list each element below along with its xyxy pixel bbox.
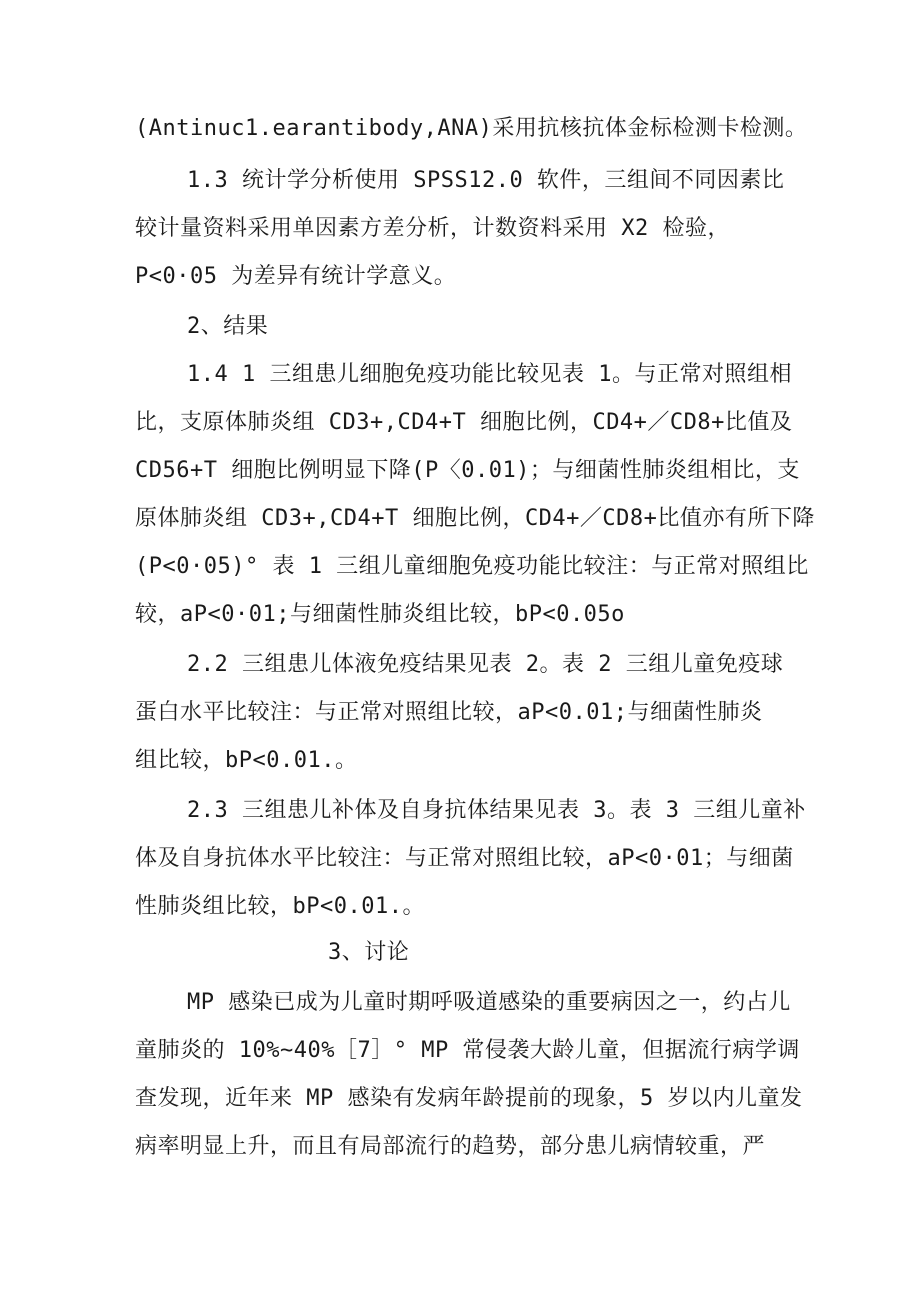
text-line: 性肺炎组比较，bP<0.01.。 — [135, 894, 425, 919]
text-line: MP 感染已成为儿童时期呼吸道感染的重要病因之一，约占儿 — [187, 990, 791, 1015]
text-line: (P<0·05)° 表 1 三组儿童细胞免疫功能比较注：与正常对照组比 — [135, 554, 809, 579]
text-line: 童肺炎的 10%~40%［7］° MP 常侵袭大龄儿童，但据流行病学调 — [135, 1038, 800, 1063]
text-line: 1.3 统计学分析使用 SPSS12.0 软件，三组间不同因素比 — [187, 168, 785, 193]
section-heading: 3、讨论 — [328, 940, 410, 965]
text-line: 2.2 三组患儿体液免疫结果见表 2。表 2 三组儿童免疫球 — [187, 652, 784, 677]
text-line: 蛋白水平比较注：与正常对照组比较，aP<0.01;与细菌性肺炎 — [135, 700, 763, 725]
text-line: 较计量资料采用单因素方差分析，计数资料采用 X2 检验， — [135, 216, 730, 241]
text-line: 比，支原体肺炎组 CD3+,CD4+T 细胞比例，CD4+／CD8+比值及 — [135, 410, 793, 435]
text-line: 2.3 三组患儿补体及自身抗体结果见表 3。表 3 三组儿童补 — [187, 798, 806, 823]
text-line: 病率明显上升，而且有局部流行的趋势，部分患儿病情较重，严 — [135, 1134, 766, 1159]
text-line: 查发现，近年来 MP 感染有发病年龄提前的现象，5 岁以内儿童发 — [135, 1086, 803, 1111]
text-line: CD56+T 细胞比例明显下降(P〈0.01)；与细菌性肺炎组相比，支 — [135, 458, 800, 483]
text-line: 体及自身抗体水平比较注：与正常对照组比较，aP<0·01；与细菌 — [135, 846, 794, 871]
section-heading: 2、结果 — [187, 314, 269, 339]
text-line: (Antinuc1.earantibody,ANA)采用抗核抗体金标检测卡检测。 — [135, 116, 808, 141]
text-line: P<0·05 为差异有统计学意义。 — [135, 264, 457, 289]
text-line: 组比较，bP<0.01.。 — [135, 748, 358, 773]
text-line: 1.4 1 三组患儿细胞免疫功能比较见表 1。与正常对照组相 — [187, 362, 792, 387]
text-line: 较，aP<0·01;与细菌性肺炎组比较，bP<0.05o — [135, 602, 625, 627]
text-line: 原体肺炎组 CD3+,CD4+T 细胞比例，CD4+／CD8+比值亦有所下降 — [135, 506, 815, 531]
